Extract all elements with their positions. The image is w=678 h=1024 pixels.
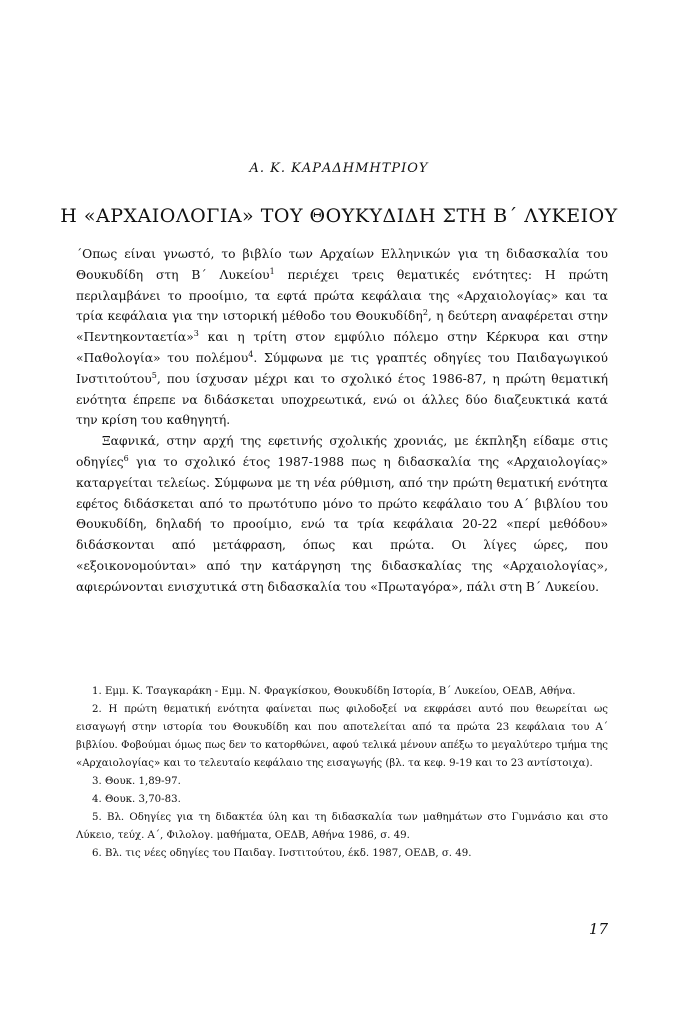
author-name: Α. Κ. ΚΑΡΑΔΗΜΗΤΡΙΟΥ: [249, 161, 429, 176]
footnote-1: 1. Εμμ. Κ. Τσαγκαράκη - Εμμ. Ν. Φραγκίσκου, Θουκυδίδη Ιστορία, Β΄ Λυκείου, ΟΕΔΒ, Αθήνα.: [92, 686, 576, 697]
paragraph-text: και η τρίτη στον εμφύλιο πόλεμο στην Κέρκυρα και στην «Παθολογία» του πολέμου: [76, 330, 608, 365]
footnote-6: 6. Βλ. τις νέες οδηγίες του Παιδαγ. Ινστιτούτου, έκδ. 1987, ΟΕΔΒ, σ. 49.: [92, 848, 472, 859]
footnote-ref-6: 6: [123, 453, 129, 463]
paragraph-text: . Σύμφωνα με τις γραπτές οδηγίες του Παιδαγωγικού Ινστιτούτου: [76, 350, 609, 386]
paragraph-text: Ξαφνικά, στην αρχή της εφετινής σχολικής χρονιάς, με έκπληξη είδαμε στις οδηγίες: [76, 434, 608, 469]
paragraph-2: [76, 431, 608, 597]
page-number: 17: [588, 920, 608, 938]
footnotes: [76, 683, 608, 863]
footnote-ref-4: 4: [248, 349, 254, 359]
footnote-4: 4. Θουκ. 3,70-83.: [92, 794, 181, 805]
article-body: [76, 244, 608, 598]
footnote-3: 3. Θουκ. 1,89-97.: [92, 776, 181, 787]
footnote-5: 5. Βλ. Οδηγίες για τη διδακτέα ύλη και τη διδασκαλία των μαθημάτων στο Γυμνάσιο και στο Λύκειο, τεύχ. Α΄, Φιλολογ. μαθήματα, ΟΕΔΒ, Αθήνα 1986, σ. 49.: [76, 812, 608, 841]
paragraph-text: περιέχει τρεις θεματικές ενότητες: Η πρώτη περιλαμβάνει το προοίμιο, τα εφτά πρώτα κεφάλαια της «Αρχαιολογίας» και τα τρία κεφάλαια για την ιστορική μέθοδο του Θουκυδίδη: [76, 267, 608, 324]
footnote-ref-1: 1: [269, 266, 275, 276]
paragraph-text: για το σχολικό έτος 1987-1988 πως η διδασκαλία της «Αρχαιολογίας» καταργείται τελείως. Σύμφωνα με τη νέα ρύθμιση, από την πρώτη θεματική ενότητα εφέτος διδάσκεται από το πρωτότυπο μόνο το πρώτο κεφάλαιο του Α΄ βιβλίου του Θουκυδίδη, δηλαδή το προοίμιο, ενώ τα τρία κεφάλαια 20-22 «περί μεθόδου» διδάσκονται από μετάφραση, όπως και πρώτα. Οι λίγες ώρες, που «εξοικονομούνται» από την κατάργηση της διδασκαλίας της «Αρχαιολογίας», αφιερώνονται ενισχυτικά στη διδασκαλία του «Πρωταγόρα», πάλι στη Β΄ Λυκείου.: [76, 454, 608, 594]
paragraph-1: [76, 244, 608, 431]
paragraph-text: , που ίσχυσαν μέχρι και το σχολικό έτος 1986-87, η πρώτη θεματική ενότητα έπρεπε να διδάσκεται υποχρεωτικά, ενώ οι άλλες δύο διαζευκτικά κατά την κρίση του καθηγητή.: [76, 371, 608, 428]
footnote-ref-2: 2: [422, 308, 428, 318]
footnote-2: 2. Η πρώτη θεματική ενότητα φαίνεται πως φιλοδοξεί να εκφράσει αυτό που θεωρείται ως εισαγωγή στην ιστορία του Θουκυδίδη και που αποτελείται από τα πρώτα 23 κεφάλαια του Α΄ βιβλίου. Φοβούμαι όμως πως δεν το κατορθώνει, αφού τελικά μένουν απέξω το μεγαλύτερο τμήμα της «Αρχαιολογίας» και το τελευταίο κεφάλαιο της εισαγωγής (βλ. τα κεφ. 9-19 και το 23 αντίστοιχα).: [76, 704, 608, 769]
footnote-ref-5: 5: [151, 370, 157, 380]
paragraph-text: , η δεύτερη αναφέρεται στην «Πεντηκονταετία»: [76, 309, 608, 345]
paragraph-text: ΄Οπως είναι γνωστό, το βιβλίο των Αρχαίων Ελληνικών για τη διδασκαλία του Θουκυδίδη στη Β΄ Λυκείου: [76, 247, 608, 282]
article-title: Η «ΑΡΧΑΙΟΛΟΓΙΑ» ΤΟΥ ΘΟΥΚΥΔΙΔΗ ΣΤΗ Β΄ ΛΥΚΕΙΟΥ: [60, 205, 618, 227]
footnote-ref-3: 3: [193, 329, 199, 339]
